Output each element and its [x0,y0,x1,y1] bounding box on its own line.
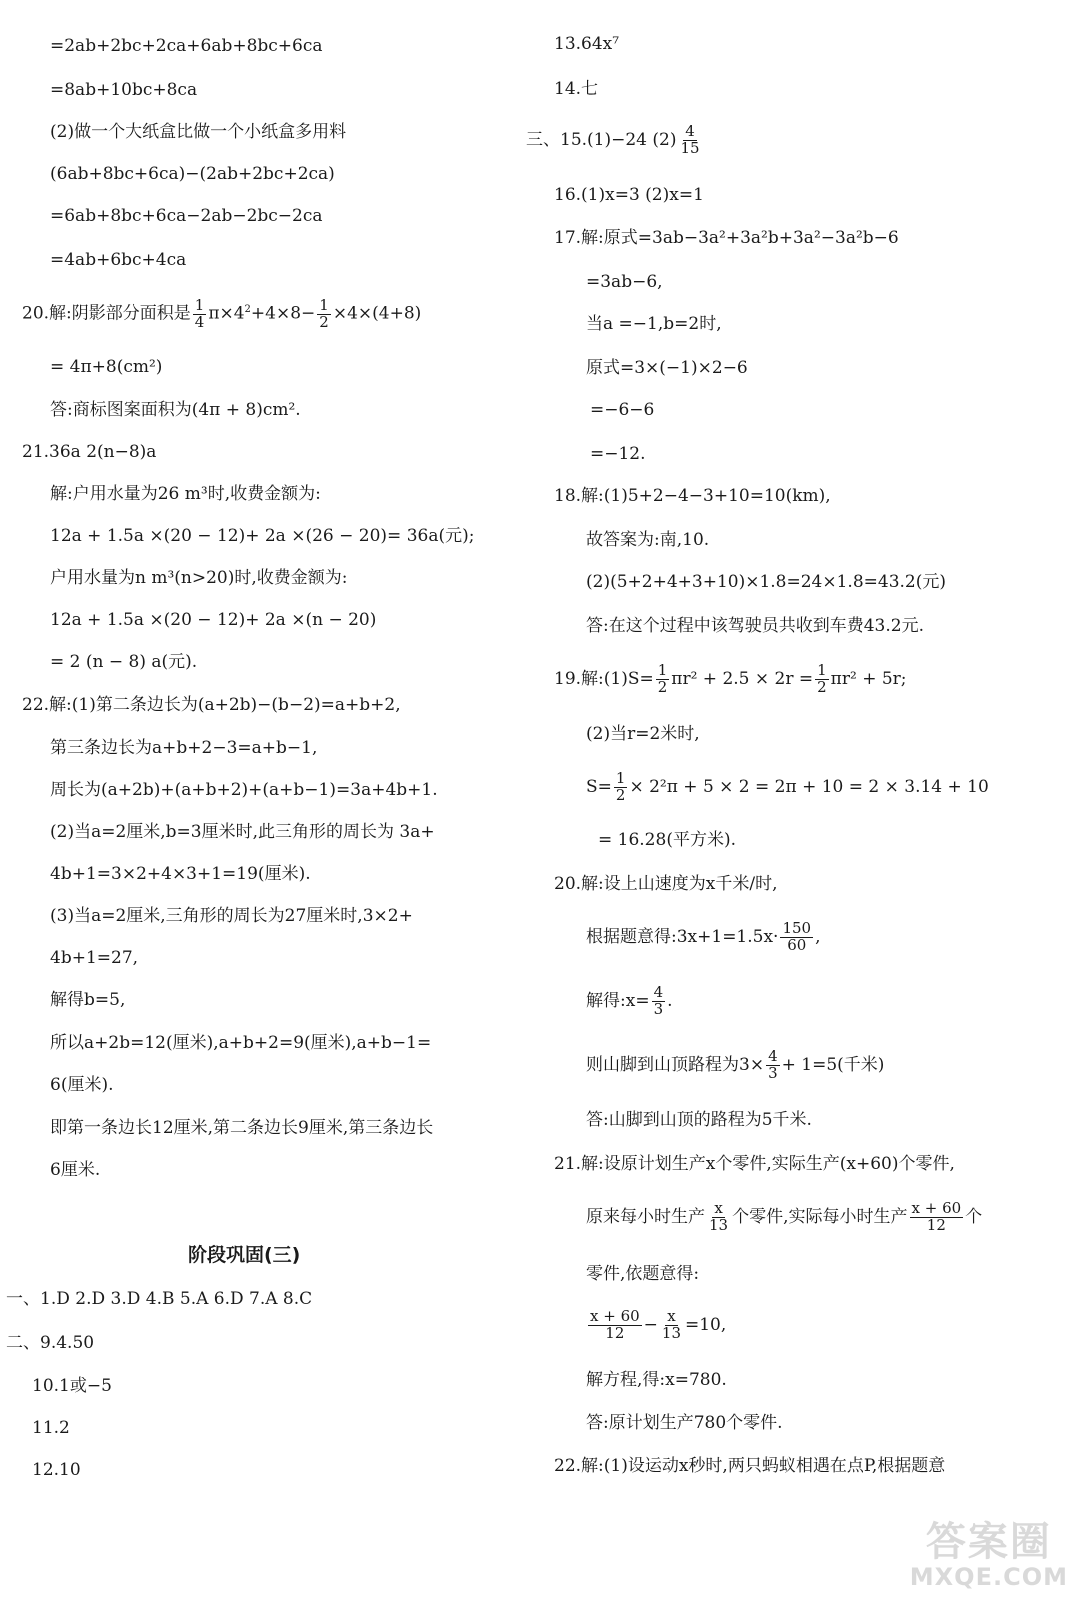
text-line: 解方程,得:x=780. [586,1370,727,1390]
text-line: 22.解:(1)设运动x秒时,两只蚂蚁相遇在点P,根据题意 [554,1456,946,1476]
text-line: 零件,依题意得: [586,1264,700,1284]
text-line: 21.解:设原计划生产x个零件,实际生产(x+60)个零件, [554,1154,955,1174]
text-line: 答:在这个过程中该驾驶员共收到车费43.2元. [586,616,924,636]
text-line: 18.解:(1)5+2−4−3+10=10(km), [554,486,831,506]
text-line: 14.七 [554,79,599,99]
watermark-logo [910,1520,1068,1590]
text-line: 户用水量为n m³(n>20)时,收费金额为: [50,568,348,588]
text-line: (3)当a=2厘米,三角形的周长为27厘米时,3×2+ [50,906,413,926]
text-line: 一、1.D 2.D 3.D 4.B 5.A 6.D 7.A 8.C [6,1289,313,1309]
text-line: 解:户用水量为26 m³时,收费金额为: [50,484,321,504]
text-line: 第三条边长为a+b+2−3=a+b−1, [50,738,318,758]
text-line: 解得b=5, [50,990,126,1010]
text-line: 16.(1)x=3 (2)x=1 [554,185,704,205]
text-line: =−12. [590,444,646,464]
text-line: 4b+1=27, [50,948,139,968]
text-line: 当a =−1,b=2时, [586,314,722,334]
text-line: (2)做一个大纸盒比做一个小纸盒多用料 [50,122,347,142]
text-line: (2)当r=2米时, [586,724,700,744]
watermark-url: MXQE.COM [909,1563,1068,1591]
text-line: =8ab+10bc+8ca [50,80,198,100]
text-line: = 4π+8(cm²) [50,357,163,377]
text-line: 20.解:设上山速度为x千米/时, [554,874,778,894]
text-line: 4b+1=3×2+4×3+1=19(厘米). [50,864,311,884]
text-line: (2)(5+2+4+3+10)×1.8=24×1.8=43.2(元) [586,572,947,592]
text-line: =2ab+2bc+2ca+6ab+8bc+6ca [50,36,323,56]
text-line: 二、9.4.50 [6,1333,95,1353]
text-line: =3ab−6, [586,272,663,292]
section-title: 阶段巩固(三) [188,1244,301,1266]
text-line: 12.10 [32,1460,81,1480]
question-15-line: 三、15.(1)−24 (2) $\frac{4}{15}$ [526,122,700,157]
text-line: 6(厘米). [50,1075,114,1095]
text-line: 即第一条边长12厘米,第二条边长9厘米,第三条边长 [50,1118,434,1138]
text-line: 10.1或−5 [32,1376,112,1396]
text-line: =4ab+6bc+4ca [50,250,187,270]
text-line: (6ab+8bc+6ca)−(2ab+2bc+2ca) [50,164,335,184]
text-line: 21.36a 2(n−8)a [22,442,157,462]
text-line: 故答案为:南,10. [586,530,710,550]
question-19-2-line: S= $\frac{1}{2}$ × 2²π + 5 × 2 = 2π + 10 = 2 × 3.14 + 10 [586,769,989,804]
text-line: = 16.28(平方米). [598,830,736,850]
text-line: =6ab+8bc+6ca−2ab−2bc−2ca [50,206,323,226]
text-line: = 2 (n − 8) a(元). [50,652,198,672]
text-line: 原式=3×(−1)×2−6 [586,358,748,378]
text-line: 6厘米. [50,1160,101,1180]
text-line: 答:山脚到山顶的路程为5千米. [586,1110,812,1130]
text-line: =−6−6 [590,400,655,420]
text-line: 答:原计划生产780个零件. [586,1413,783,1433]
text-line: 答:商标图案面积为(4π + 8)cm². [50,400,301,420]
text-line: 周长为(a+2b)+(a+b+2)+(a+b−1)=3a+4b+1. [50,780,438,800]
text-line: 12a + 1.5a ×(20 − 12)+ 2a ×(n − 20) [50,610,377,630]
text-line: 12a + 1.5a ×(20 − 12)+ 2a ×(26 − 20)= 36a(元); [50,526,475,546]
question-20-line: 20.解:阴影部分面积是 $\frac{1}{4}$ $\pi\times 4^2+4\times 8-$ $\frac{1}{2}$ ×4×(4+8) [22,295,422,331]
watermark-logo-text: 答案圈 [925,1519,1052,1565]
question-20-eq-line: 根据题意得:3x+1=1.5x· $\frac{150}{60}$ , [586,919,821,954]
text-line: 所以a+2b=12(厘米),a+b+2=9(厘米),a+b−1= [50,1033,432,1053]
text-line: 13.64x⁷ [554,34,620,54]
question-19-line: 19.解:(1)S= $\frac{1}{2}$ πr² + 2.5 × 2r = $\frac{1}{2}$ πr² + 5r; [554,661,907,696]
text-line: 17.解:原式=3ab−3a²+3a²b+3a²−3a²b−6 [554,228,899,248]
question-20-solve-line: 解得:x= $\frac{4}{3}$ . [586,983,673,1018]
text-line: 22.解:(1)第二条边长为(a+2b)−(b−2)=a+b+2, [22,695,401,715]
text-line: 11.2 [32,1418,70,1438]
question-21-rates-line: 原来每小时生产 $\frac{x}{13}$ 个零件,实际每小时生产 $\frac{x + 60}{12}$ 个 [586,1199,983,1234]
question-21-equation-line: $\frac{x + 60}{12}$ − $\frac{x}{13}$ =10, [590,1307,727,1342]
text-line: (2)当a=2厘米,b=3厘米时,此三角形的周长为 3a+ [50,822,435,842]
question-20-distance-line: 则山脚到山顶路程为3× $\frac{4}{3}$ + 1=5(千米) [586,1047,885,1082]
